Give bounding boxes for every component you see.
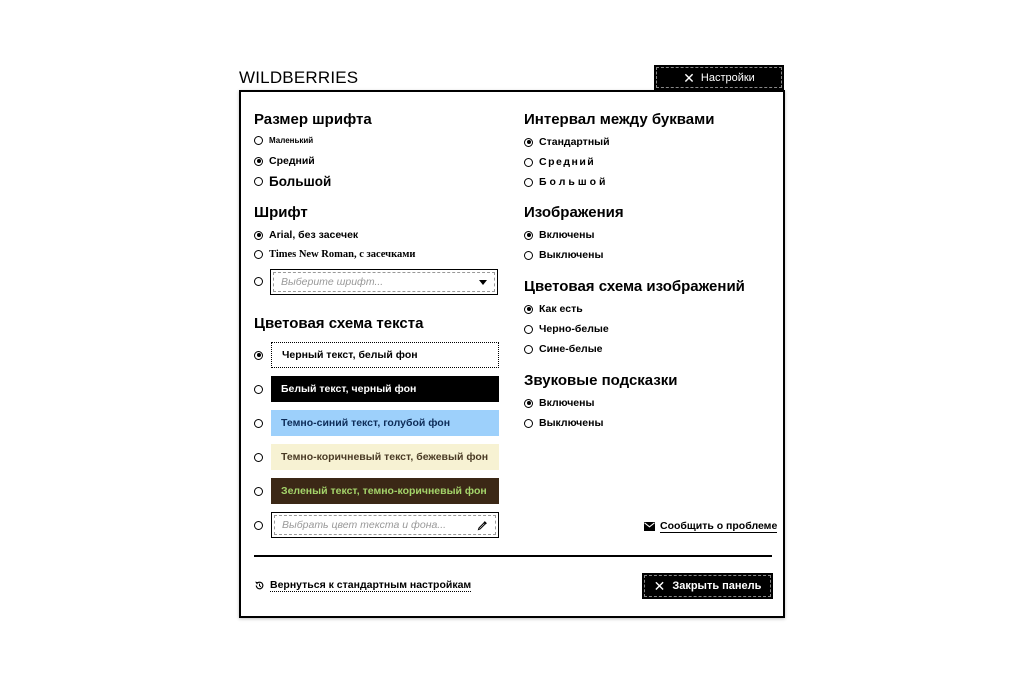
swatch-navy-on-blue[interactable] [271,410,499,436]
report-problem-link[interactable] [644,520,777,533]
option-label: Times New Roman, с засечками [269,249,416,260]
image-color-option-blue-white[interactable] [524,343,603,355]
font-select[interactable] [270,269,498,295]
reset-icon [254,580,265,591]
radio-icon[interactable] [254,419,263,428]
swatch-white-on-black[interactable] [271,376,499,402]
option-label: Включены [539,397,595,409]
swatch-label: Зеленый текст, темно-коричневый фон [281,485,487,497]
swatch-label: Темно-синий текст, голубой фон [281,417,451,429]
close-icon: ✕ [683,69,695,86]
text-color-option-navy-blue[interactable] [254,410,499,436]
radio-checked-icon[interactable] [524,138,533,147]
radio-icon[interactable] [524,325,533,334]
option-label: Arial, без засечек [269,229,359,241]
radio-icon[interactable] [524,158,533,167]
font-option-times[interactable] [254,249,415,260]
radio-checked-icon[interactable] [254,351,263,360]
font-size-title: Размер шрифта [254,111,372,128]
reset-settings-link[interactable] [254,579,471,592]
radio-icon[interactable] [524,251,533,260]
radio-icon[interactable] [254,177,263,186]
image-color-option-as-is[interactable] [524,303,583,315]
font-size-option-large[interactable] [254,174,331,189]
option-label: Как есть [539,303,583,315]
settings-tab-label: Настройки [700,71,755,84]
reset-settings-label: Вернуться к стандартным настройкам [270,579,472,591]
option-label: Средний [269,155,315,167]
option-label: Включены [539,229,595,241]
radio-icon[interactable] [254,453,263,462]
brand-logo: WILDBERRIES [239,68,359,87]
font-size-option-small[interactable] [254,136,313,145]
font-option-custom[interactable] [254,277,263,286]
settings-tab[interactable] [654,65,784,90]
option-label: Большой [539,176,609,188]
text-color-scheme-title: Цветовая схема текста [254,315,424,332]
close-panel-button[interactable] [642,573,773,599]
images-option-off[interactable] [524,249,603,261]
swatch-brown-on-beige[interactable] [271,444,499,470]
option-label: Выключены [539,249,604,261]
images-title: Изображения [524,204,624,221]
close-icon: ✕ [653,578,666,594]
option-label: Черно-белые [539,323,609,335]
swatch-green-on-brown[interactable] [271,478,499,504]
radio-icon[interactable] [524,178,533,187]
sound-hints-option-off[interactable] [524,417,603,429]
radio-icon[interactable] [254,521,263,530]
option-label: Выключены [539,417,604,429]
footer-divider [254,555,772,557]
font-option-arial[interactable] [254,229,358,241]
font-select-placeholder: Выберите шрифт... [281,276,384,288]
text-color-option-brown-beige[interactable] [254,444,499,470]
mail-icon [644,522,655,531]
text-color-option-black-white[interactable] [254,342,499,368]
close-panel-label: Закрыть панель [672,580,762,592]
swatch-label: Темно-коричневый текст, бежевый фон [281,451,489,463]
eyedropper-icon [477,520,488,531]
option-label: Стандартный [539,136,610,148]
text-color-option-custom[interactable] [254,512,499,538]
chevron-down-icon [479,280,487,285]
custom-color-picker[interactable] [271,512,499,538]
font-size-option-medium[interactable] [254,155,315,167]
image-color-option-bw[interactable] [524,323,609,335]
letter-spacing-option-large[interactable] [524,176,608,188]
font-title: Шрифт [254,204,308,221]
images-option-on[interactable] [524,229,594,241]
radio-icon[interactable] [254,250,263,259]
swatch-label: Белый текст, черный фон [281,383,417,395]
swatch-black-on-white[interactable] [271,342,499,368]
option-label: Средний [539,156,596,168]
sound-hints-option-on[interactable] [524,397,594,409]
option-label: Сине-белые [539,343,603,355]
radio-checked-icon[interactable] [524,399,533,408]
radio-icon[interactable] [254,136,263,145]
report-problem-label: Сообщить о проблеме [660,520,778,532]
radio-icon[interactable] [254,385,263,394]
letter-spacing-title: Интервал между буквами [524,111,715,128]
text-color-option-green-brown[interactable] [254,478,499,504]
radio-checked-icon[interactable] [524,231,533,240]
radio-checked-icon[interactable] [254,231,263,240]
sound-hints-title: Звуковые подсказки [524,372,678,389]
option-label: Маленький [269,136,314,145]
radio-icon[interactable] [524,419,533,428]
radio-checked-icon[interactable] [524,305,533,314]
radio-icon[interactable] [254,277,263,286]
radio-checked-icon[interactable] [254,157,263,166]
custom-color-placeholder: Выбрать цвет текста и фона... [282,519,447,531]
radio-icon[interactable] [524,345,533,354]
letter-spacing-option-standard[interactable] [524,136,610,148]
radio-icon[interactable] [254,487,263,496]
accessibility-panel [239,90,785,618]
letter-spacing-option-medium[interactable] [524,156,595,168]
image-color-scheme-title: Цветовая схема изображений [524,278,745,295]
option-label: Большой [269,174,332,189]
text-color-option-white-black[interactable] [254,376,499,402]
swatch-label: Черный текст, белый фон [282,349,418,361]
